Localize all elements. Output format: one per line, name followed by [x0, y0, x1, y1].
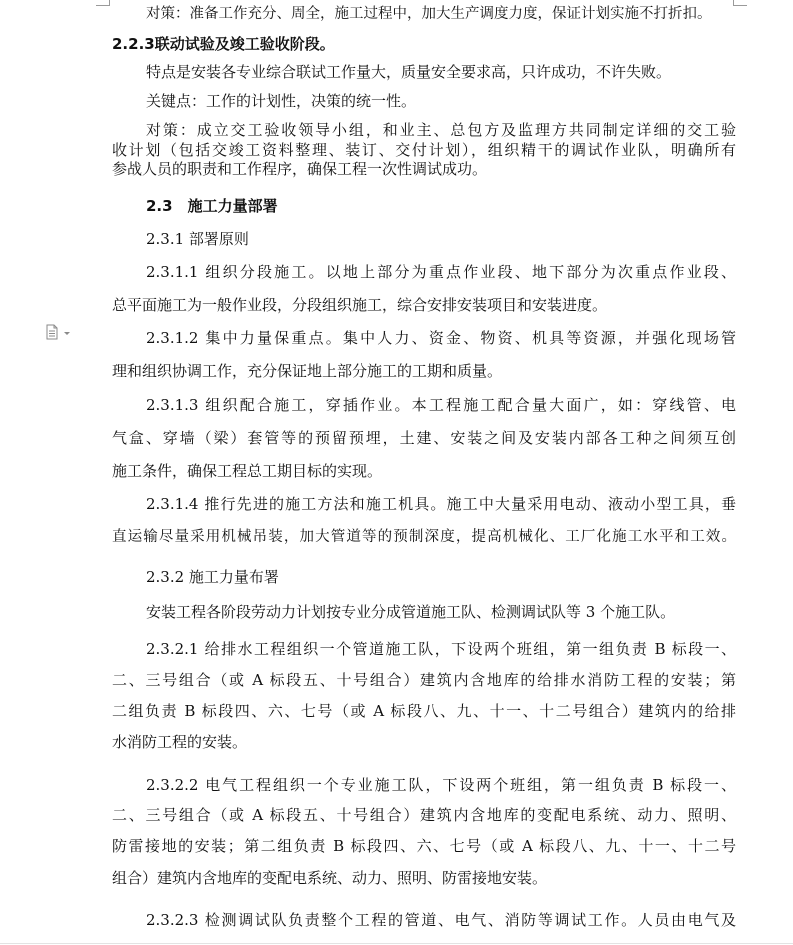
paragraph-line: 总平面施工为一般作业段，分段组织施工，综合安排安装项目和安装进度。 [112, 296, 608, 314]
paragraph-line: 2.3.2.3 检测调试队负责整个工程的管道、电气、消防等调试工作。人员由电气及 [146, 911, 736, 929]
document-options-icon[interactable] [46, 324, 72, 340]
paragraph-line: 直运输尽量采用机械吊装，加大管道等的预制深度，提高机械化、工厂化施工水平和工效。 [112, 529, 736, 545]
paragraph-line: 2.3.2.1 给排水工程组织一个管道施工队，下设两个班组，第一组负责 B 标段一、 [146, 640, 736, 658]
subsection-heading-2-3-1: 2.3.1 部署原则 [146, 230, 249, 248]
page-corner-mark-left [96, 0, 110, 6]
paragraph-line: 二、三号组合（或 A 标段五、十号组合）建筑内含地库的给排水消防工程的安装；第 [112, 671, 736, 689]
paragraph-line: 二、三号组合（或 A 标段五、十号组合）建筑内含地库的变配电系统、动力、照明、 [112, 806, 736, 824]
section-heading-2-2-3: 2.2.3联动试验及竣工验收阶段。 [112, 35, 335, 53]
paragraph-line: 2.3.1.2 集中力量保重点。集中人力、资金、物资、机具等资源，并强化现场管 [146, 329, 736, 347]
paragraph-line: 气盒、穿墙（梁）套管等的预留预埋，土建、安装之间及安装内部各工种之间须互创 [112, 429, 736, 447]
paragraph-line: 2.3.2.2 电气工程组织一个专业施工队，下设两个班组，第一组负责 B 标段一、 [146, 776, 736, 794]
paragraph-line: 特点是安装各专业综合联试工作量大，质量安全要求高，只许成功，不许失败。 [146, 63, 672, 81]
paragraph-line: 水消防工程的安装。 [112, 733, 248, 751]
paragraph-line: 理和组织协调工作，充分保证地上部分施工的工期和质量。 [112, 362, 503, 380]
paragraph-line: 对策：准备工作充分、周全，施工过程中，加大生产调度力度，保证计划实施不打折扣。 [146, 6, 712, 22]
paragraph-line: 安装工程各阶段劳动力计划按专业分成管道施工队、检测调试队等 3 个施工队。 [146, 603, 676, 621]
subsection-heading-2-3-2: 2.3.2 施工力量布署 [146, 568, 279, 586]
paragraph-line: 组合）建筑内含地库的变配电系统、动力、照明、防雷接地安装。 [112, 869, 548, 887]
paragraph-line: 2.3.1.3 组织配合施工，穿插作业。本工程施工配合量大面广，如：穿线管、电 [146, 396, 736, 414]
page-bottom-divider [0, 943, 793, 944]
paragraph-line: 收计划（包括交竣工资料整理、装订、交付计划），组织精干的调试作业队，明确所有 [112, 141, 736, 159]
paragraph-line: 2.3.1.1 组织分段施工。以地上部分为重点作业段、地下部分为次重点作业段、 [146, 263, 736, 281]
paragraph-line: 对策：成立交工验收领导小组，和业主、总包方及监理方共同制定详细的交工验 [146, 121, 736, 139]
paragraph-line: 施工条件，确保工程总工期目标的实现。 [112, 462, 383, 480]
paragraph-line: 2.3.1.4 推行先进的施工方法和施工机具。施工中大量采用电动、液动小型工具，垂 [146, 495, 736, 513]
paragraph-line: 防雷接地的安装；第二组负责 B 标段四、六、七号（或 A 标段八、九、十一、十二号 [112, 837, 736, 855]
page-corner-mark-right [733, 0, 747, 6]
section-heading-2-3: 2.3 施工力量部署 [146, 197, 278, 215]
paragraph-line: 参战人员的职责和工作程序，确保工程一次性调试成功。 [112, 160, 488, 178]
paragraph-line: 二组负责 B 标段四、六、七号（或 A 标段八、九、十一、十二号组合）建筑内的给排 [112, 702, 736, 720]
paragraph-line: 关键点：工作的计划性，决策的统一性。 [146, 92, 417, 110]
